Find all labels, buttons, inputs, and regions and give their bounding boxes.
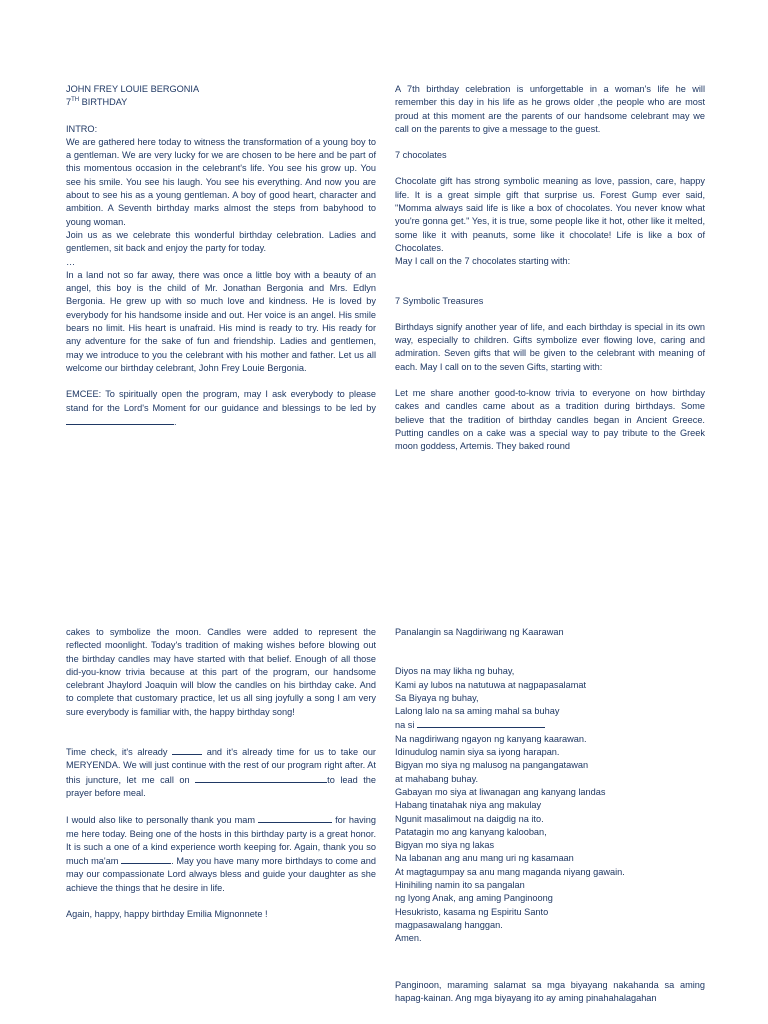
prayer-line: Bigyan mo siya ng malusog na pangangatawan bbox=[395, 760, 589, 771]
prayer-title: Panalangin sa Nagdiriwang ng Kaarawan bbox=[395, 627, 564, 637]
emcee-period: . bbox=[174, 416, 177, 427]
prayer-line: At magtagumpay sa anu mang maganda niyang gawain. bbox=[395, 866, 625, 877]
page2-right-column bbox=[395, 626, 705, 1005]
prayer-line: Diyos na may likha ng buhay, bbox=[395, 666, 515, 677]
cakes-candles-paragraph: cakes to symbolize the moon. Candles were added to represent the reflected moonlight. Today's tradition of making wishes before blowing out the birthday candles may have started with that belief. Enough of all those did-you-know trivia because at this part of the program, our handsome celebrant Jhaylord Joaquin will blow the candles on his birthday cake. And to complete that customary practice, let us all sing joyfully a song I am very sure everybody is familiar with, the happy birthday song! bbox=[66, 627, 376, 717]
intro-invitation: Join us as we celebrate this wonderful birthday celebration. Ladies and gentlemen, sit back and enjoy the party for today. bbox=[66, 229, 376, 254]
celebrant-story-paragraph: In a land not so far away, there was once a little boy with a beauty of an angel, this boy is the child of Mr. Jonathan Bergonia and Mrs. Edlyn Bergonia. He grew up with so much love and kindness. He is loved by everybody for his handsome inside and out. Her voice is an angel. His smile bears no limit. His heart is unafraid. His mind is ready to try. His ready for any adventure for the sake of fun and friendship. Ladies and gentlemen, may we introduce to you the celebrant with his mother and father. Let us all welcome our birthday celebrant, John Frey Louie Bergonia. bbox=[66, 269, 376, 373]
celebrant-name-title: JOHN FREY LOUIE BERGONIA bbox=[66, 84, 200, 94]
prayer-line: na si bbox=[395, 720, 417, 731]
time-blank bbox=[172, 745, 202, 755]
ellipsis-separator: … bbox=[66, 256, 76, 267]
thanks-text-a: I would also like to personally thank you mam bbox=[66, 815, 259, 826]
trivia-paragraph: Let me share another good-to-know trivia to everyone on how birthday cakes and candles came about as a tradition during birthdays. Some believe that the tradition of birthday candles began in Ancient Greece. Putting candles on a cake was a special way to pay tribute to the Greek moon goddess, Artemis. They baked round bbox=[395, 388, 705, 452]
host-name-blank-2 bbox=[121, 854, 171, 864]
prayer-leader-blank bbox=[66, 415, 174, 425]
birthday-ordinal-number: 7 bbox=[66, 97, 72, 108]
chocolates-paragraph: Chocolate gift has strong symbolic meaning as love, passion, care, happy life. It is a great simple gift that surprise us. Forest Gump ever said, "Momma always said life is like a box of chocolates. You never know what you're gonna get." Yes, it is true, some people like it hot, other like it melted, some like it with peanuts, some like it chocolate! Life is like a box of Chocolates. bbox=[395, 176, 705, 253]
time-check-text-a: Time check, it's already bbox=[66, 747, 173, 758]
emcee-paragraph bbox=[66, 388, 376, 429]
prayer-line: Kami ay lubos na natutuwa at nagpapasalamat bbox=[395, 679, 587, 690]
thanks-text-c: . May you have many more birthdays to come and may our compassionate Lord always bless and guide your daughter as she achieve the things that he desire in life. bbox=[66, 856, 376, 893]
birthday-ordinal-suffix: TH bbox=[71, 97, 80, 104]
prayer-line: at mahabang buhay. bbox=[395, 773, 479, 784]
meal-prayer-leader-blank bbox=[195, 773, 327, 783]
celebrant-name-blank bbox=[417, 718, 545, 728]
thanks-text-b: for having me here today. Being one of the hosts in this birthday party is a great honor. It is such a one of a kind experience worth keeping for. Again, thank you so much ma'am bbox=[66, 815, 376, 867]
emcee-text: EMCEE: To spiritually open the program, may I ask everybody to please stand for the Lord's Moment for our guidance and blessings to be led by bbox=[66, 389, 376, 413]
time-check-text-b: and it's already time for us to take our MERYENDA. We will just continue with the rest of our program right after. At this juncture, let me call on bbox=[66, 747, 376, 785]
chocolates-call: May I call on the 7 chocolates starting with: bbox=[395, 256, 571, 267]
thanks-paragraph bbox=[66, 813, 376, 895]
prayer-line: Idinudulog namin siya sa iyong harapan. bbox=[395, 747, 560, 758]
birthday-prayer bbox=[395, 665, 705, 945]
intro-paragraph: We are gathered here today to witness the transformation of a young boy to a gentleman. We are very lucky for we are chosen to be here and be part of this momentous occasion in the celebrant's life. You see his grow up. You see his smile. You see his laugh. You see his everything. And now you are about to see his as a young gentleman. A boy of good heart, character and ambition. A Seventh birthday marks almost the steps from babyhood to young woman. bbox=[66, 136, 376, 227]
page1-right-column bbox=[395, 83, 705, 454]
prayer-line-with-blank bbox=[395, 718, 705, 732]
parents-message-paragraph: A 7th birthday celebration is unforgettable in a woman's life he will remember this day in his life as he grows older ,the people who are most proud at this moment are the parents of our handsome celebrant may we call on the parents to give a message to the guest. bbox=[395, 84, 705, 134]
prayer-line: Hinihiling namin ito sa pangalan bbox=[395, 880, 525, 891]
birthday-title-word: BIRTHDAY bbox=[79, 97, 128, 108]
meal-prayer-paragraph: Panginoon, maraming salamat sa mga biyayang nakahanda sa aming hapag-kainan. Ang mga biyayang ito ay aming pinahahalagahan bbox=[395, 979, 705, 1003]
prayer-line: Patatagin mo ang kanyang kalooban, bbox=[395, 826, 547, 837]
time-check-paragraph bbox=[66, 745, 376, 800]
prayer-line: Na nagdiriwang ngayon ng kanyang kaarawan. bbox=[395, 733, 587, 744]
prayer-line: Habang tinatahak niya ang makulay bbox=[395, 800, 542, 811]
closing-greeting: Again, happy, happy birthday Emilia Mignonnete ! bbox=[66, 909, 268, 920]
prayer-line: magpasawalang hanggan. bbox=[395, 919, 503, 930]
treasures-paragraph: Birthdays signify another year of life, and each birthday is special in its own way, especially to children. Gifts symbolize ever flowing love, caring and admiration. Seven gifts that will be given to the celebrant with meaning of each. May I call on to the seven Gifts, starting with: bbox=[395, 321, 705, 372]
birthday-title bbox=[66, 96, 376, 109]
chocolates-heading: 7 chocolates bbox=[395, 150, 447, 161]
host-name-blank bbox=[258, 813, 332, 823]
page1-left-column bbox=[66, 83, 376, 429]
prayer-line: Gabayan mo siya at liwanagan ang kanyang landas bbox=[395, 786, 606, 797]
treasures-heading: 7 Symbolic Treasures bbox=[395, 295, 484, 306]
prayer-line: Na labanan ang anu mang uri ng kasamaan bbox=[395, 853, 574, 864]
prayer-line: Hesukristo, kasama ng Espiritu Santo bbox=[395, 906, 549, 917]
page2-left-column bbox=[66, 626, 376, 921]
prayer-line: Sa Biyaya ng buhay, bbox=[395, 692, 479, 703]
prayer-line: Amen. bbox=[395, 933, 422, 944]
prayer-line: Lalong lalo na sa aming mahal sa buhay bbox=[395, 706, 560, 717]
prayer-line: Bigyan mo siya ng lakas bbox=[395, 840, 495, 851]
time-check-text-c: to lead the prayer before meal. bbox=[66, 774, 376, 798]
prayer-line: ng Iyong Anak, ang aming Panginoong bbox=[395, 893, 553, 904]
prayer-line: Ngunit masalimout na daigdig na ito. bbox=[395, 813, 544, 824]
intro-label: INTRO: bbox=[66, 123, 98, 134]
